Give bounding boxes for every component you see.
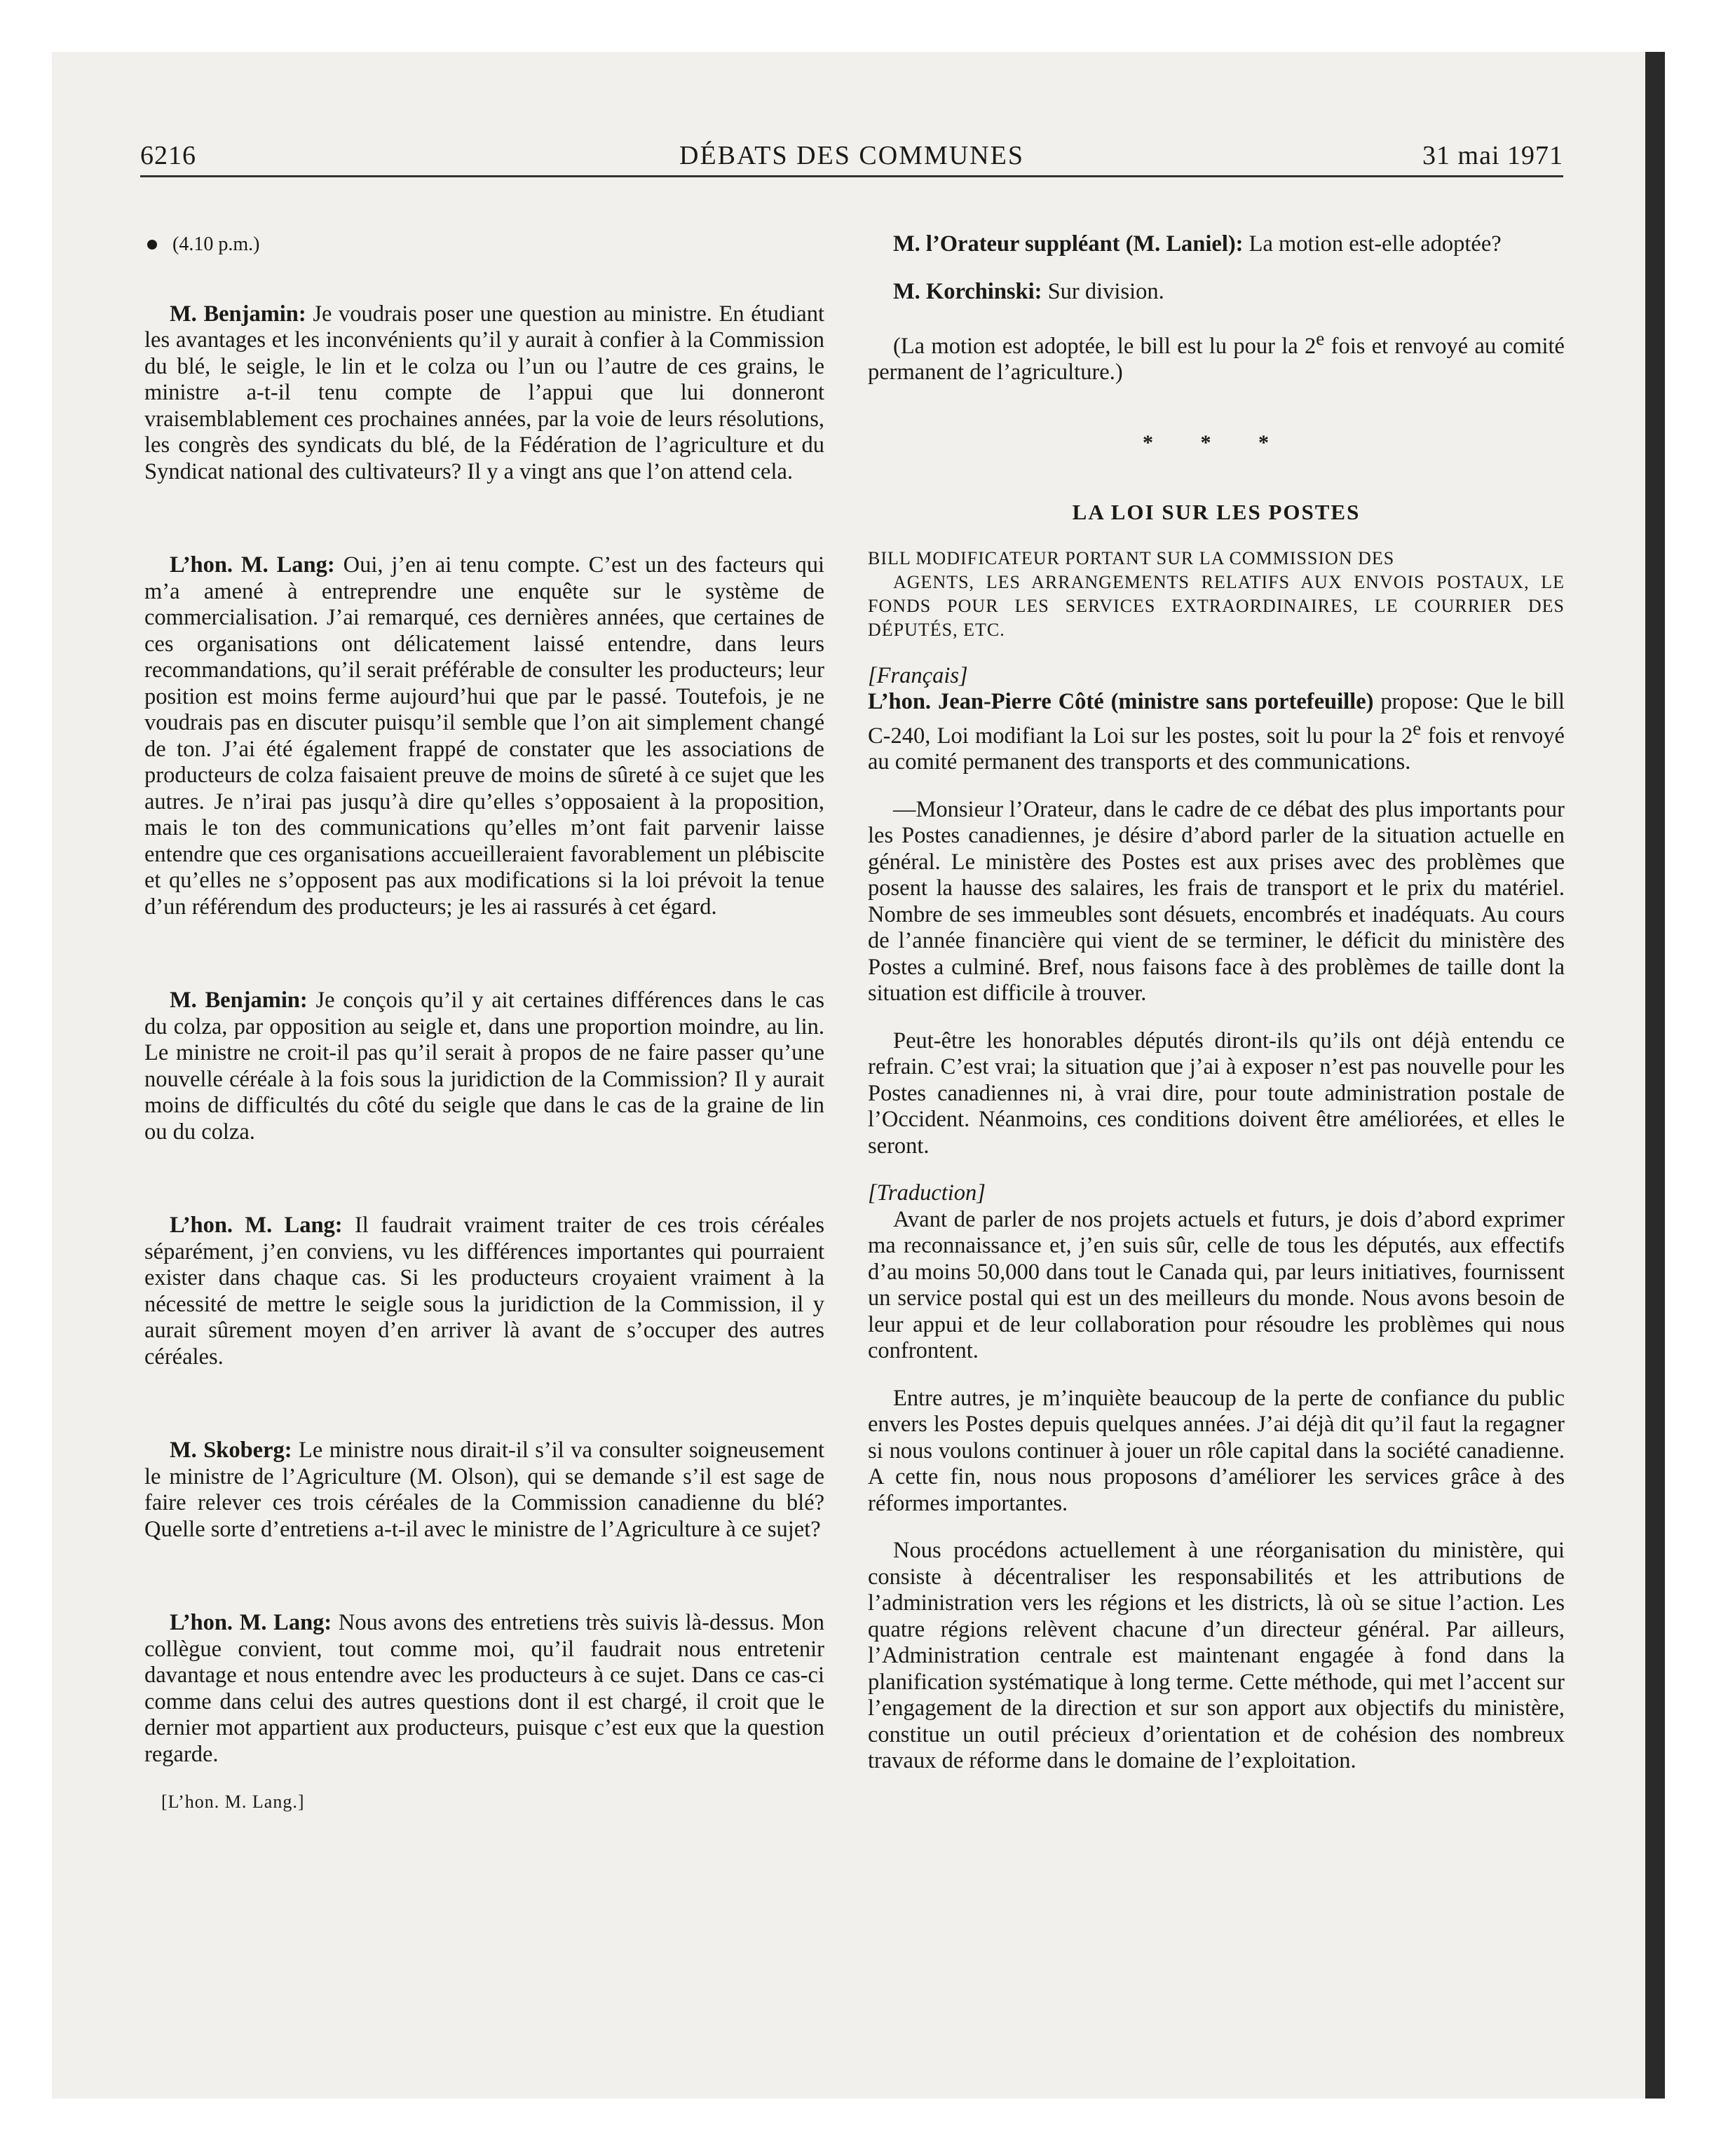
publication-title: DÉBATS DES COMMUNES [679,141,1024,170]
speaker-name: L’hon. M. Lang: [170,552,335,578]
speaker-name: L’hon. M. Lang: [170,1610,332,1635]
speech-paragraph: M. Benjamin: Je voudrais poser une question au ministre. En étudiant les avantages et les inconvénients qu’il y aurait à confier à la Commission du blé, le seigle, le lin et le colza ou l’un ou l’autre de ces grains, le ministre a-t-il tenu compte de l’appui que lui donneront vraisemblablement ces prochaines années, par la voie de leurs résolutions, les congrès des syndicats du blé, de la Fédération de l’agriculture et du Syndicat national des cultivateurs? Il y a vingt ans que l’on attend cela. [144,301,824,484]
page-number: 6216 [140,141,196,170]
speaker-name: M. Skoberg: [170,1438,292,1463]
section-heading: LA LOI SUR LES POSTES [1072,500,1361,525]
speaker-name: L’hon. Jean-Pierre Côté (ministre sans portefeuille) [868,689,1374,715]
speech-paragraph: L’hon. M. Lang: Oui, j’en ai tenu compte. C’est un des facteurs qui m’a amené à entreprendre une enquête sur le système de commercialisation. J’ai remarqué, ces dernières années, que certaines de ces organisations ont délicatement laissé entendre, dans leurs recommandations, qu’il serait préférable de consulter les producteurs; leur position est moins ferme aujourd’hui que par le passé. Toutefois, je ne voudrais pas en discuter puisqu’il semble que l’on ait simplement changé de ton. J’ai été également frappé de constater que les associations de producteurs de colza faisaient preuve de moins de sûreté à ce sujet que les autres. Je n’irai pas jusqu’à dire qu’elles s’opposaient à la proposition, mais le ton des communications qu’elles m’ont fait parvenir laisse entendre que ces organisations accueilleraient favorablement un plébiscite et qu’elles ne s’opposent pas aux modifications si la loi prévoit la tenue d’un référendum des producteurs; je les ai rassurés à cet égard. [144,552,824,920]
speaker-continuation-ref: [L’hon. M. Lang.] [161,1792,305,1812]
speaker-name: M. Benjamin: [170,988,308,1013]
speaker-name: M. Korchinski: [893,278,1042,304]
speech-paragraph: M. l’Orateur suppléant (M. Laniel): La motion est-elle adoptée? [893,231,1502,257]
speech-paragraph: L’hon. M. Lang: Nous avons des entretiens très suivis là-dessus. Mon collègue convient, tout comme moi, qu’il faudrait nous entretenir davantage et nous entendre avec les producteurs à ce sujet. Dans ce cas-ci comme dans celui des autres questions dont il est chargé, il croit que le dernier mot appartient aux producteurs, puisque c’est eux que la question regarde. [144,1610,825,1767]
bullet-icon [147,240,157,250]
speech-paragraph: —Monsieur l’Orateur, dans le cadre de ce débat des plus importants pour les Postes canadiennes, je désire d’abord parler de la situation actuelle en général. Le ministère des Postes est aux prises avec des problèmes que posent la hausse des salaires, les frais de transport et le prix du matériel. Nombre de ses immeubles sont désuets, encombrés et inadéquats. Au cours de l’année financière qui vient de se terminer, le déficit du ministère des Postes a culminé. Bref, nous faisons face à des problèmes de taille dont la situation est difficile à trouver. [868,796,1565,1007]
speech-paragraph: Avant de parler de nos projets actuels et futurs, je dois d’abord exprimer ma reconnaissance et, j’en suis sûr, celle de tous les députés, aux effectifs d’au moins 50,000 dans tout le Canada qui, par leurs initiatives, fournissent un service postal qui est un des meilleurs du monde. Nous avons besoin de leur appui et de leur collaboration pour résoudre les problèmes qui nous confrontent. [868,1206,1565,1364]
section-separator: * * * [1143,430,1290,454]
language-marker: [Traduction] [868,1180,986,1206]
speech-paragraph: M. Skoberg: Le ministre nous dirait-il s’il va consulter soigneusement le ministre de l’Agriculture (M. Olson), qui se demande s’il est sage de faire relever ces trois céréales de la Commission canadienne du blé? Quelle sorte d’entretiens a-t-il avec le ministre de l’Agriculture à ce sujet? [144,1438,824,1542]
speaker-name: M. Benjamin: [170,301,306,327]
page-header [140,136,1563,177]
right-column [868,231,1565,1775]
page-date: 31 mai 1971 [1422,141,1563,170]
speech-paragraph: M. Benjamin: Je conçois qu’il y ait certaines différences dans le cas du colza, par opposition au seigle et, dans une proportion moindre, au lin. Le ministre ne croit-il pas qu’il serait à propos de ne faire passer qu’une nouvelle céréale à la fois sous la juridiction de la Commission? Il y aurait moins de difficultés du côté du seigle que dans le cas de la graine de lin ou du colza. [144,988,824,1145]
procedural-note: (La motion est adoptée, le bill est lu pour la 2e fois et renvoyé au comité permanent de l’agriculture.) [868,328,1565,386]
section-subheading: BILL MODIFICATEUR PORTANT SUR LA COMMISSION DES AGENTS, LES ARRANGEMENTS RELATIFS AUX ENVOIS POSTAUX, LE FONDS POUR LES SERVICES EXTRAORDINAIRES, LE COURRIER DES DÉPUTÉS, ETC. [868,547,1565,640]
speaker-name: M. l’Orateur suppléant (M. Laniel): [893,231,1244,257]
language-marker: [Français] [868,662,968,688]
scan-edge-shadow [1645,52,1665,2099]
speech-paragraph: L’hon. M. Lang: Il faudrait vraiment traiter de ces trois céréales séparément, j’en conviens, vu les différences importantes qui pourraient exister dans chaque cas. Si les producteurs croyaient vraiment à la nécessité de mettre le seigle sous la juridiction de la Commission, il y aurait sûrement moyen d’en arriver là avant de s’occuper des autres céréales. [144,1213,824,1370]
speech-paragraph: Entre autres, je m’inquiète beaucoup de la perte de confiance du public envers les Postes depuis quelques années. J’ai déjà dit qu’il faut la regagner si nous voulons continuer à jouer un rôle capital dans la société canadienne. A cette fin, nous nous proposons d’améliorer les services grâce à des réformes importantes. [868,1385,1565,1516]
timestamp: (4.10 p.m.) [144,231,824,258]
speech-paragraph: Nous procédons actuellement à une réorganisation du ministère, qui consiste à décentraliser les responsabilités et les attributions de l’administration vers les régions et les districts, là où se situe l’action. Les quatre régions relèvent chacune d’un directeur général. Par ailleurs, l’Administration centrale est maintenant engagée à fond dans la planification systématique à long terme. Cette méthode, qui met l’accent sur l’engagement de la direction et sur son apport aux objectifs du ministère, constitue un outil précieux d’orientation et de cohésion des nombreux travaux de réforme dans le domaine de l’exploitation. [868,1538,1565,1774]
speech-paragraph: M. Korchinski: Sur division. [893,278,1164,304]
speaker-name: L’hon. M. Lang: [170,1213,343,1238]
speech-paragraph: L’hon. Jean-Pierre Côté (ministre sans portefeuille) propose: Que le bill C-240, Loi modifiant la Loi sur les postes, soit lu pour la 2e fois et renvoyé au comité permanent des transports et des communications. [868,689,1565,775]
left-column [144,231,824,1815]
speech-paragraph: Peut-être les honorables députés diront-ils qu’ils ont déjà entendu ce refrain. C’est vrai; la situation que j’ai à exposer n’est pas nouvelle pour les Postes canadiennes ni, à vrai dire, pour toute administration postale de l’Occident. Néanmoins, ces conditions doivent être améliorées, et elles le seront. [868,1028,1565,1159]
